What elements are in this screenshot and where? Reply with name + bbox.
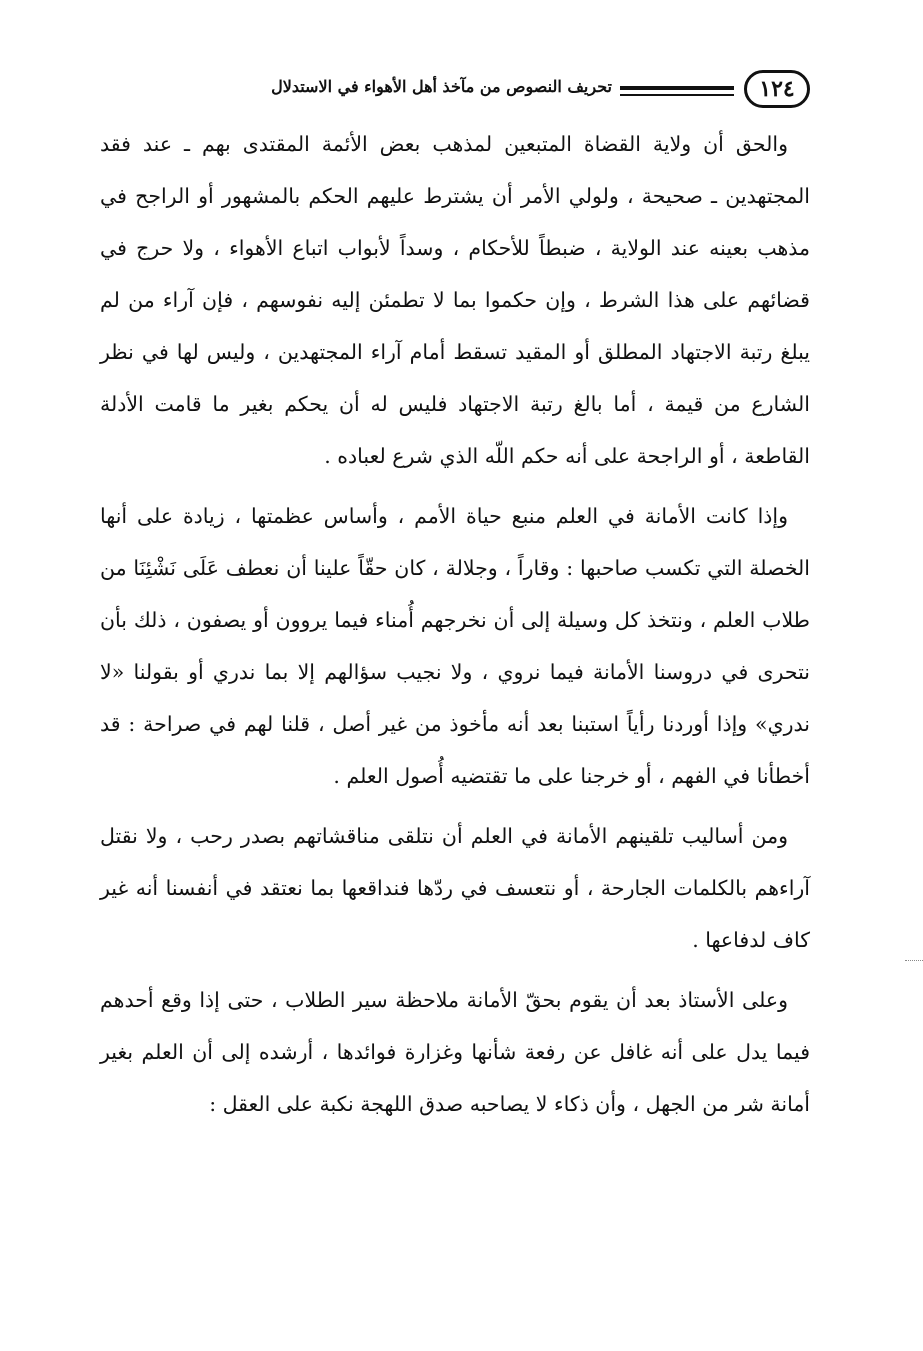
paragraph: وإذا كانت الأمانة في العلم منبع حياة الأمم ، وأساس عظمتها ، زيادة على أنها الخصلة التي تكسب صاحبها : وقاراً ، وجلالة ، كان حقّاً علينا أن نعطف عَلَى نَشْئِنَا من طلاب العلم ، ونتخذ كل وسيلة إلى أن نخرجهم أُمناء فيما يروون أو يصفون ، ذلك بأن نتحرى في دروسنا الأمانة فيما نروي ، ولا نجيب سؤالهم إلا بما ندري أو بقولنا «لا ندري» وإذا أوردنا رأياً استبنا بعد أنه مأخوذ من غير أصل ، قلنا لهم في صراحة : قد أخطأنا في الفهم ، أو خرجنا على ما تقتضيه أُصول العلم . [100, 504, 810, 788]
body-text [100, 118, 810, 1138]
paragraph: وعلى الأستاذ بعد أن يقوم بحقّ الأمانة ملاحظة سير الطلاب ، حتى إذا وقع أحدهم فيما يدل على أنه غافل عن رفعة شأنها وغزارة فوائدها ، أرشده إلى أن العلم بغير أمانة شر من الجهل ، وأن ذكاء لا يصاحبه صدق اللهجة نكبة على العقل : [100, 988, 810, 1116]
header-rule [620, 86, 734, 96]
page-number: ١٢٤ [759, 76, 795, 102]
running-title: تحريف النصوص من مآخذ أهل الأهواء في الاستدلال [271, 77, 612, 96]
scan-artifact [905, 960, 923, 965]
running-header [95, 70, 810, 114]
paragraph: والحق أن ولاية القضاة المتبعين لمذهب بعض الأئمة المقتدى بهم ـ عند فقد المجتهدين ـ صحيحة ، ولولي الأمر أن يشترط عليهم الحكم بالمشهور أو الراجح في مذهب بعينه عند الولاية ، ضبطاً للأحكام ، وسداً لأبواب اتباع الأهواء ، ولا حرج في قضائهم على هذا الشرط ، وإن حكموا بما لا تطمئن إليه نفوسهم ، فإن آراء من لم يبلغ رتبة الاجتهاد المطلق أو المقيد تسقط أمام آراء المجتهدين ، وليس لها في نظر الشارع من قيمة ، أما بالغ رتبة الاجتهاد فليس له أن يحكم بغير ما قامت الأدلة القاطعة ، أو الراجحة على أنه حكم اللّه الذي شرع لعباده . [100, 132, 810, 468]
paragraph: ومن أساليب تلقينهم الأمانة في العلم أن نتلقى مناقشاتهم بصدر رحب ، ولا نقتل آراءهم بالكلمات الجارحة ، أو نتعسف في ردّها فنداقعها بما نعتقد في أنفسنا أنه غير كاف لدفاعها . [100, 824, 810, 952]
page-number-badge [744, 70, 810, 108]
